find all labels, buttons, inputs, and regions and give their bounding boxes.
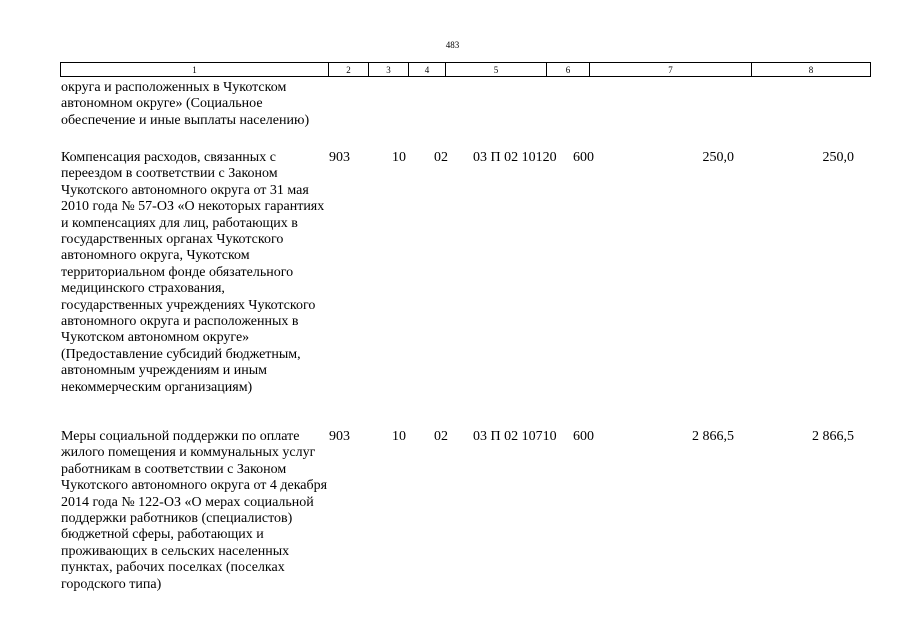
row-expense-type: 600 — [573, 429, 594, 444]
page-number: 483 — [445, 40, 460, 50]
column-header-4: 4 — [409, 63, 446, 77]
column-header-6: 6 — [547, 63, 590, 77]
row-amount-col7: 250,0 — [702, 150, 734, 165]
row-description: округа и расположенных в Чукотском автономном округе» (Социальное обеспечение и иные выплаты населению) — [61, 80, 310, 128]
column-header-3: 3 — [369, 63, 409, 77]
column-header-8: 8 — [752, 63, 871, 77]
column-header-table — [60, 62, 871, 77]
column-header-1: 1 — [61, 63, 329, 77]
row-section-code: 10 — [392, 429, 406, 444]
row-amount-col8: 250,0 — [822, 150, 854, 165]
row-target-code: 03 П 02 10710 — [473, 429, 557, 444]
row-section-code: 10 — [392, 150, 406, 165]
row-amount-col8: 2 866,5 — [812, 429, 854, 444]
column-header-7: 7 — [590, 63, 752, 77]
row-description: Компенсация расходов, связанных с переездом в соответствии с Законом Чукотского автономного округа от 31 мая 2010 года № 57-ОЗ «О некоторых гарантиях и компенсациях для лиц, работающих в государственных органах Чукотского автономного округа, Чукотском территориальном фонде обязательного медицинского страхования, государственных учреждениях Чукотского автономного округа и расположенных в Чукотском автономном округе» (Предоставление субсидий бюджетным, автономным учреждениям и иным некоммерческим организациям) — [61, 150, 325, 395]
row-amount-col7: 2 866,5 — [692, 429, 734, 444]
row-target-code: 03 П 02 10120 — [473, 150, 557, 165]
row-subsection-code: 02 — [434, 429, 448, 444]
column-header-2: 2 — [329, 63, 369, 77]
row-expense-type: 600 — [573, 150, 594, 165]
row-description: Меры социальной поддержки по оплате жилого помещения и коммунальных услуг работникам в соответствии с Законом Чукотского автономного округа от 4 декабря 2014 года № 122-ОЗ «О мерах социальной поддержки работников (специалистов) бюджетной сферы, работающих и проживающих в сельских населенных пунктах, рабочих поселках (поселках городского типа) — [61, 429, 328, 592]
row-ministry-code: 903 — [329, 150, 350, 165]
row-subsection-code: 02 — [434, 150, 448, 165]
column-header-5: 5 — [446, 63, 547, 77]
column-header-row — [61, 63, 871, 77]
row-ministry-code: 903 — [329, 429, 350, 444]
